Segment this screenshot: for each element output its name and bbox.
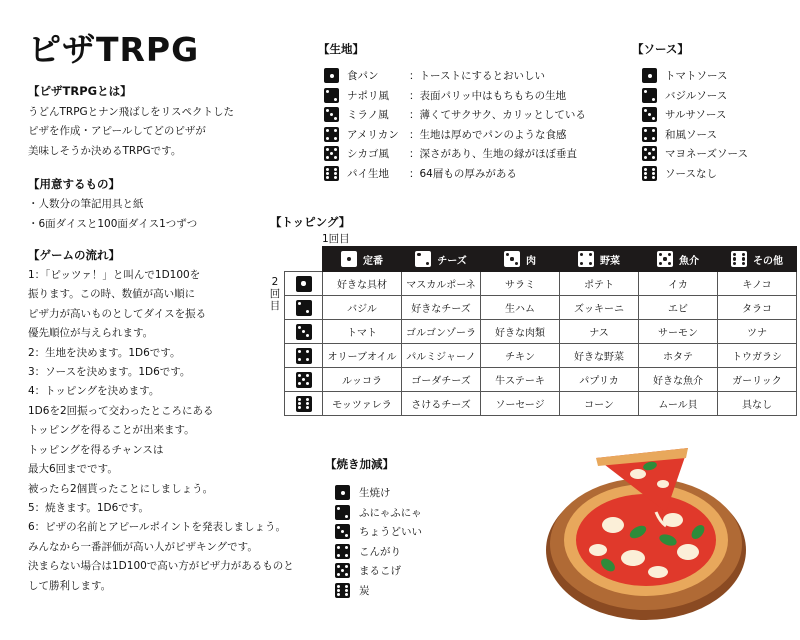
table-row [285, 296, 797, 320]
topping-cell: トウガラシ [718, 344, 797, 368]
crust-name: 食パン [347, 70, 379, 83]
crust-row [318, 66, 586, 86]
baking-row [325, 581, 422, 601]
die-4-icon [642, 127, 657, 142]
materials-heading: 【用意するもの】 [28, 177, 120, 192]
topping-category: 魚介 [679, 255, 699, 267]
topping-cell: ポテト [560, 272, 639, 296]
cheese [630, 469, 646, 479]
die-5-icon [296, 372, 312, 388]
topping-cell: コーン [560, 392, 639, 416]
baking-row [325, 503, 422, 523]
topping-category: 定番 [363, 255, 383, 267]
flow-line: 優先順位が与えられます。 [28, 327, 154, 340]
die-3-icon [504, 251, 520, 267]
sauce-row [632, 86, 748, 106]
topping-cell: ツナ [718, 320, 797, 344]
crust-name: ミラノ風 [347, 109, 389, 122]
table-row [285, 272, 797, 296]
die-4-icon [324, 127, 339, 142]
topping-cell: サラミ [481, 272, 560, 296]
baking-list [325, 483, 422, 600]
flow-line: 6：ピザの名前とアピールポイントを発表しましょう。 [28, 521, 287, 534]
topping-cell: 好きな野菜 [560, 344, 639, 368]
topping-cell: トマト [323, 320, 402, 344]
cheese [589, 544, 607, 556]
topping-cell: 牛ステーキ [481, 368, 560, 392]
topping-column-header [481, 247, 560, 272]
topping-column-header [402, 247, 481, 272]
die-3-icon [324, 107, 339, 122]
topping-cell: サーモン [639, 320, 718, 344]
intro-line: うどんTRPGとナン飛ばしをリスペクトした [28, 106, 234, 118]
die-2-icon [324, 88, 339, 103]
topping-cell: ナス [560, 320, 639, 344]
sauce-name: バジルソース [665, 89, 728, 102]
topping-cell: キノコ [718, 272, 797, 296]
topping-cell: バジル [323, 296, 402, 320]
baking-row [325, 522, 422, 542]
baking-row [325, 561, 422, 581]
crust-desc: ：トーストにするとおいしい [409, 70, 545, 83]
crust-desc: ：64層もの厚みがある [409, 167, 517, 180]
die-3-icon [335, 524, 350, 539]
rules-column [28, 82, 328, 596]
topping-cell: ゴーダチーズ [402, 368, 481, 392]
cheese [621, 550, 645, 566]
die-3-icon [296, 324, 312, 340]
row-die-cell [285, 368, 323, 392]
topping-column-header [718, 247, 797, 272]
cheese [602, 517, 624, 533]
die-2-icon [642, 88, 657, 103]
topping-header-row [285, 247, 797, 272]
flow-line: トッピングを得るチャンスは [28, 443, 164, 456]
second-roll-label: 2 回 目 [269, 276, 281, 312]
flow-line: トッピングを得ることが出来ます。 [28, 424, 195, 437]
sauce-section [632, 40, 748, 183]
flow-line: 3：ソースを決めます。1D6です。 [28, 366, 191, 379]
sauce-heading: 【ソース】 [632, 42, 689, 56]
baking-name: ちょうどいい [359, 526, 422, 539]
sauce-name: サルサソース [665, 109, 727, 122]
crust-desc: ：薄くてサクサク、カリッとしている [409, 109, 586, 122]
die-2-icon [415, 251, 431, 267]
die-1-icon [335, 485, 350, 500]
topping-cell: 好きな魚介 [639, 368, 718, 392]
die-1-icon [642, 68, 657, 83]
topping-cell: 好きなチーズ [402, 296, 481, 320]
flow-line: 1：「ピッツァ！」と叫んで1D100を [28, 269, 201, 282]
topping-cell: イカ [639, 272, 718, 296]
pizza-illustration [538, 440, 778, 630]
die-6-icon [296, 396, 312, 412]
baking-row [325, 542, 422, 562]
row-die-cell [285, 344, 323, 368]
flow-line: 被ったら2個貰ったことにしましょう。 [28, 482, 214, 495]
topping-cell: ソーセージ [481, 392, 560, 416]
row-die-cell [285, 296, 323, 320]
die-4-icon [296, 348, 312, 364]
flow-line: ピザ力が高いものとしてダイスを振る [28, 307, 207, 320]
die-2-icon [296, 300, 312, 316]
flow-line: 1D6を2回振って交わったところにある [28, 404, 214, 417]
crust-list [318, 66, 586, 183]
flow-line: 最大6回までです。 [28, 463, 118, 476]
die-5-icon [335, 563, 350, 578]
crust-row [318, 86, 586, 106]
crust-section [318, 40, 586, 183]
row-die-cell [285, 320, 323, 344]
page-title: ピザTRPG [28, 30, 200, 69]
topping-cell: ムール貝 [639, 392, 718, 416]
crust-row [318, 164, 586, 184]
table-row [285, 344, 797, 368]
sauce-name: 和風ソース [665, 128, 717, 141]
topping-cell: ズッキーニ [560, 296, 639, 320]
topping-cell: エビ [639, 296, 718, 320]
die-2-icon [335, 505, 350, 520]
flow-line: 決まらない場合は1D100で高い方がピザ力があるものと [28, 560, 294, 573]
row-die-cell [285, 272, 323, 296]
sauce-row [632, 66, 748, 86]
topping-cell: ホタテ [639, 344, 718, 368]
topping-cell: オリーブオイル [323, 344, 402, 368]
intro-line: ピザを作成・アピールしてどのピザが [28, 125, 206, 138]
die-5-icon [324, 146, 339, 161]
cheese [657, 480, 669, 488]
die-4-icon [578, 251, 594, 267]
intro-line: 美味しそうか決めるTRPGです。 [28, 144, 182, 157]
baking-name: 炭 [359, 584, 370, 597]
die-6-icon [642, 166, 657, 181]
sauce-name: ソースなし [665, 167, 717, 180]
topping-cell: モッツァレラ [323, 392, 402, 416]
table-row [285, 368, 797, 392]
die-6-icon [335, 583, 350, 598]
topping-cell: ガーリック [718, 368, 797, 392]
die-5-icon [657, 251, 673, 267]
topping-cell: パプリカ [560, 368, 639, 392]
flow-heading: 【ゲームの流れ】 [28, 248, 120, 263]
sauce-list [632, 66, 748, 183]
sauce-name: トマトソース [665, 70, 728, 83]
cheese [677, 544, 699, 560]
pizza-sauce [576, 494, 716, 586]
baking-name: ふにゃふにゃ [359, 506, 422, 519]
crust-name: ナポリ風 [347, 89, 389, 102]
topping-column-header [560, 247, 639, 272]
crust-name: シカゴ風 [347, 148, 389, 161]
topping-cell: ゴルゴンゾーラ [402, 320, 481, 344]
baking-name: こんがり [359, 545, 401, 558]
flow-line: して勝利します。 [28, 579, 112, 592]
die-3-icon [642, 107, 657, 122]
baking-heading: 【焼き加減】 [325, 457, 394, 471]
table-corner [285, 247, 323, 272]
crust-name: アメリカン [347, 128, 399, 141]
crust-row [318, 125, 586, 145]
die-1-icon [324, 68, 339, 83]
table-row [285, 320, 797, 344]
toppings-heading: 【トッピング】 [270, 215, 351, 229]
materials-line: ・人数分の筆記用具と紙 [28, 198, 144, 211]
crust-desc: ：深さがあり、生地の縁がほぼ垂直 [409, 148, 577, 161]
sauce-row [632, 144, 748, 164]
cheese [648, 566, 668, 578]
baking-section [325, 455, 422, 600]
row-die-cell [285, 392, 323, 416]
die-6-icon [731, 251, 747, 267]
die-6-icon [324, 166, 339, 181]
materials-line: ・6面ダイスと100面ダイス1つずつ [28, 217, 198, 230]
table-row [285, 392, 797, 416]
topping-category: その他 [753, 255, 783, 267]
crust-row [318, 144, 586, 164]
topping-category: 野菜 [600, 255, 620, 267]
die-1-icon [296, 276, 312, 292]
flow-line: 5：焼きます。1D6です。 [28, 501, 149, 514]
baking-name: まるこげ [359, 565, 401, 578]
crust-name: パイ生地 [347, 167, 389, 180]
sauce-row [632, 164, 748, 184]
flow-line: 2：生地を決めます。1D6です。 [28, 346, 181, 359]
flow-line: 振ります。この時、数値が高い順に [28, 288, 196, 301]
topping-category: チーズ [437, 255, 467, 267]
topping-table [284, 246, 797, 416]
sauce-row [632, 105, 748, 125]
flow-lines [28, 266, 328, 596]
flow-line: みんなから一番評価が高い人がピザキングです。 [28, 540, 258, 553]
topping-cell: 具なし [718, 392, 797, 416]
topping-cell: 好きな具材 [323, 272, 402, 296]
topping-cell: パルミジャーノ [402, 344, 481, 368]
topping-cell: ルッコラ [323, 368, 402, 392]
topping-category: 肉 [526, 255, 536, 267]
crust-row [318, 105, 586, 125]
die-5-icon [642, 146, 657, 161]
die-1-icon [341, 251, 357, 267]
topping-column-header [323, 247, 402, 272]
first-roll-label: 1回目 [322, 233, 350, 245]
baking-row [325, 483, 422, 503]
topping-cell: 生ハム [481, 296, 560, 320]
topping-column-header [639, 247, 718, 272]
flow-line: 4：トッピングを決めます。 [28, 385, 160, 398]
crust-heading: 【生地】 [318, 42, 364, 56]
intro-heading: 【ピザTRPGとは】 [28, 84, 132, 98]
sauce-name: マヨネーズソース [665, 148, 748, 161]
topping-cell: チキン [481, 344, 560, 368]
topping-cell: 好きな肉類 [481, 320, 560, 344]
baking-name: 生焼け [359, 487, 391, 500]
topping-cell: マスカルポーネ [402, 272, 481, 296]
crust-desc: ：生地は厚めでパンのような食感 [409, 128, 567, 141]
topping-cell: タラコ [718, 296, 797, 320]
crust-desc: ：表面パリッ中はもちもちの生地 [409, 89, 567, 102]
die-4-icon [335, 544, 350, 559]
topping-cell: さけるチーズ [402, 392, 481, 416]
sauce-row [632, 125, 748, 145]
